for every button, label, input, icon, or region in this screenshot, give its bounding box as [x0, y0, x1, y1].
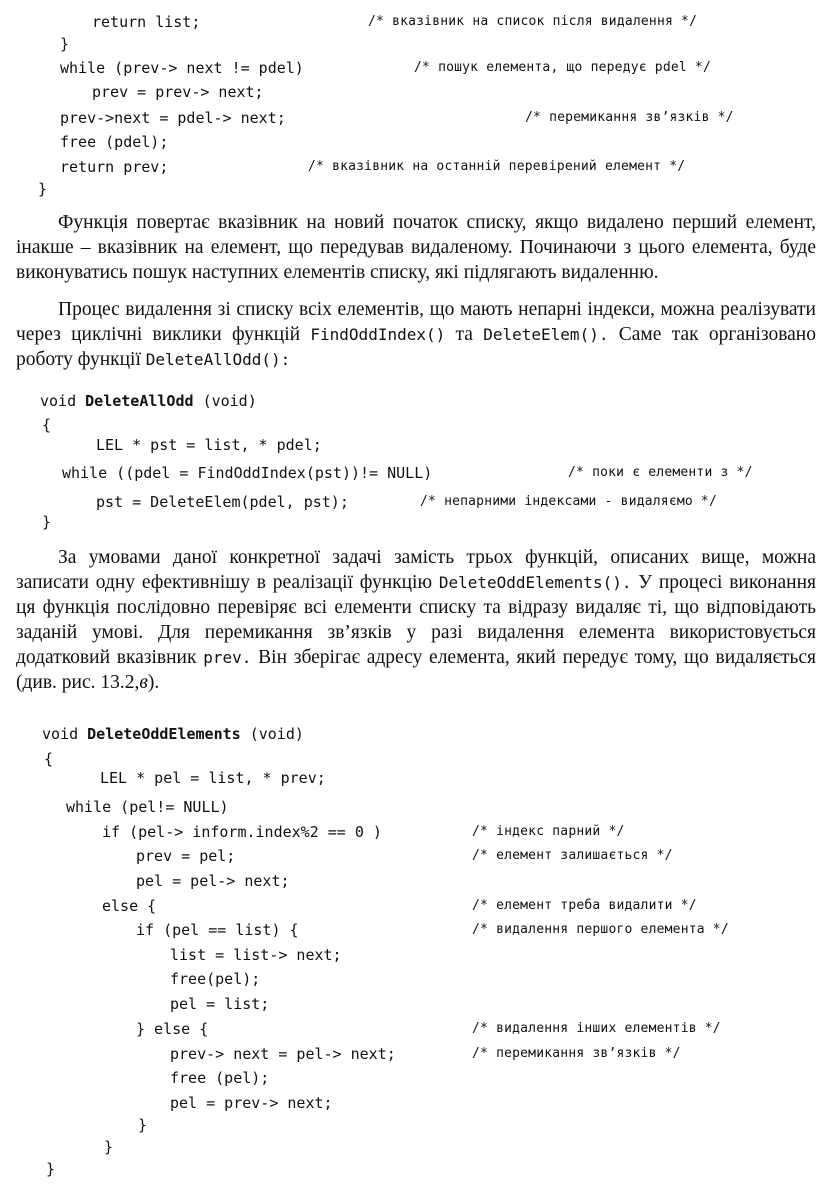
code-line	[42, 510, 51, 534]
paragraph-delete-process	[16, 297, 816, 372]
code-line	[102, 894, 697, 918]
code-comment: /* елемент залишається */	[472, 848, 673, 863]
code-text: (void)	[249, 725, 304, 743]
code-text: pel = pel-> next;	[136, 872, 290, 890]
code-text: }	[60, 35, 70, 53]
code-text: if (pel-> inform.index%2 == 0 )	[102, 823, 382, 841]
code-line	[66, 795, 229, 819]
code-line	[136, 1017, 721, 1041]
code-line	[170, 943, 342, 967]
code-text: prev = prev-> next;	[92, 83, 264, 101]
code-text: else {	[102, 897, 157, 915]
code-line	[46, 1157, 55, 1181]
code-text: }	[104, 1138, 114, 1156]
code-line	[60, 130, 168, 154]
code-text: prev-> next = pel-> next;	[170, 1045, 396, 1063]
code-text: prev = pel;	[136, 847, 236, 865]
inline-code: DeleteAllOdd():	[145, 350, 291, 369]
function-name: DeleteAllOdd	[85, 392, 194, 410]
inline-code: DeleteElem().	[483, 325, 609, 344]
code-text: return prev;	[60, 158, 169, 176]
code-line	[136, 844, 673, 868]
paragraph-text: Саме так організовано роботу функції	[16, 324, 816, 370]
code-line	[92, 10, 698, 34]
code-text: free (pdel);	[60, 133, 169, 151]
paragraph-text: Функція повертає вказівник на новий початок списку, якщо видалено перший елемент, інакше – вказівник на елемент, що передував видаленому. Починаючи з цього елемента, буде виконуватись пошук наступних елементів списку, які підлягають видаленню.	[16, 212, 816, 283]
figure-ref-letter: в	[139, 672, 148, 693]
paragraph-text: Він зберігає адресу елемента, який передує тому, що видаляється (див. рис. 13.2,	[16, 647, 817, 693]
code-text: (void)	[202, 392, 257, 410]
code-line	[60, 106, 734, 130]
code-comment: /* елемент треба видалити */	[472, 898, 697, 913]
code-text: pel = prev-> next;	[170, 1094, 333, 1112]
code-text: {	[42, 416, 52, 434]
code-text: }	[38, 180, 48, 198]
code-line	[96, 490, 717, 514]
code-line	[42, 413, 51, 437]
code-line	[136, 918, 729, 942]
code-comment: /* вказівник на останній перевірений елемент */	[308, 159, 686, 174]
code-line	[170, 967, 260, 991]
code-keyword: void	[40, 392, 77, 410]
code-text: }	[46, 1160, 56, 1178]
paragraph-function-returns	[16, 210, 816, 285]
code-line	[92, 80, 264, 104]
code-line-signature	[42, 722, 304, 746]
code-text: pel = list;	[170, 995, 270, 1013]
code-comment: /* індекс парний */	[472, 824, 625, 839]
paragraph-delete-odd-elements	[16, 545, 816, 695]
code-line	[102, 820, 625, 844]
code-line	[104, 1135, 113, 1159]
code-text: while (pel!= NULL)	[66, 798, 229, 816]
code-comment: /* пошук елемента, що передує pdel */	[414, 60, 711, 75]
inline-code: DeleteOddElements().	[438, 573, 632, 592]
code-text: {	[44, 750, 54, 768]
code-comment: /* видалення інших елементів */	[472, 1021, 721, 1036]
code-text: while ((pdel = FindOddIndex(pst))!= NULL)	[62, 464, 433, 482]
code-comment: /* видалення першого елемента */	[472, 922, 729, 937]
code-text: LEL * pel = list, * prev;	[100, 769, 326, 787]
code-comment: /* перемикання зв’язків */	[472, 1046, 681, 1061]
code-line	[62, 461, 753, 485]
code-line	[38, 177, 47, 201]
code-text: return list;	[92, 13, 201, 31]
inline-code: FindOddIndex()	[310, 325, 446, 344]
inline-code: prev.	[203, 648, 252, 667]
code-text: if (pel == list) {	[136, 921, 299, 939]
paragraph-text: У процесі виконання ця функція послідовно перевіряє всі елементи списку та відразу видаляє ті, що відповідають заданій умові. Для перемикання зв’язків у разі видалення елемента використовується додатковий вказівник	[16, 572, 817, 668]
code-text: free (pel);	[170, 1069, 270, 1087]
code-line	[60, 32, 69, 56]
code-line	[170, 992, 269, 1016]
code-text: LEL * pst = list, * pdel;	[96, 436, 322, 454]
code-line	[170, 1066, 269, 1090]
paragraph-text: За умовами даної конкретної задачі замість трьох функцій, описаних вище, можна записати одну ефективнішу в реалізації функцію	[16, 547, 816, 593]
paragraph-text: та	[455, 324, 473, 345]
paragraph-text: Процес видалення зі списку всіх елементів, що мають непарні індекси, можна реалізувати через циклічні виклики функцій	[16, 299, 816, 345]
code-text: } else {	[136, 1020, 209, 1038]
code-comment: /* непарними індексами - видаляємо */	[420, 494, 717, 509]
code-line	[170, 1042, 681, 1066]
paragraph-text: ).	[147, 672, 160, 693]
code-line	[96, 433, 322, 457]
code-keyword: void	[42, 725, 79, 743]
code-comment: /* поки є елементи з */	[568, 465, 753, 480]
code-text: }	[138, 1116, 148, 1134]
code-line	[44, 747, 53, 771]
code-line	[60, 56, 711, 80]
code-line	[100, 766, 326, 790]
code-text: free(pel);	[170, 970, 261, 988]
code-line-signature	[40, 389, 257, 413]
code-text: while (prev-> next != pdel)	[60, 59, 304, 77]
code-line	[170, 1091, 333, 1115]
code-text: }	[42, 513, 52, 531]
code-comment: /* перемикання зв’язків */	[525, 110, 734, 125]
function-name: DeleteOddElements	[87, 725, 241, 743]
code-comment: /* вказівник на список після видалення */	[368, 14, 698, 29]
code-line	[136, 869, 290, 893]
code-text: prev->next = pdel-> next;	[60, 109, 286, 127]
code-line	[138, 1113, 147, 1137]
code-text: pst = DeleteElem(pdel, pst);	[96, 493, 349, 511]
code-line	[60, 155, 686, 179]
code-text: list = list-> next;	[170, 946, 342, 964]
